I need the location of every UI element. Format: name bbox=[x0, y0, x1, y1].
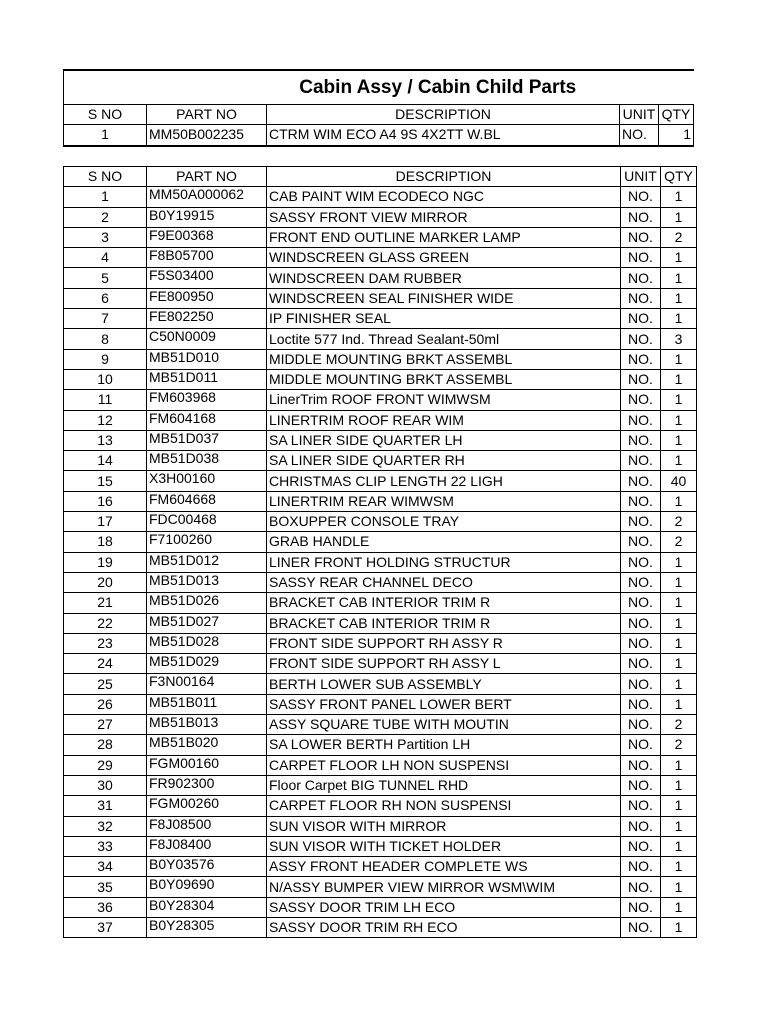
row-sno: 20 bbox=[64, 572, 147, 592]
table-row bbox=[64, 877, 697, 897]
row-unit: NO. bbox=[621, 755, 661, 775]
parts-table bbox=[63, 166, 697, 938]
table-row bbox=[64, 349, 697, 369]
table-row bbox=[64, 755, 697, 775]
row-sno: 26 bbox=[64, 694, 147, 714]
row-part-no: FE802250 bbox=[147, 309, 267, 329]
table-row bbox=[64, 593, 697, 613]
row-part-no: B0Y03576 bbox=[147, 857, 267, 877]
row-part-no: MB51D011 bbox=[147, 369, 267, 389]
table-row bbox=[64, 410, 697, 430]
row-qty: 1 bbox=[661, 572, 697, 592]
row-unit: NO. bbox=[621, 654, 661, 674]
row-unit: NO. bbox=[621, 471, 661, 491]
row-qty: 1 bbox=[661, 430, 697, 450]
row-description: LinerTrim ROOF FRONT WIMWSM bbox=[267, 390, 621, 410]
row-part-no: F8B05700 bbox=[147, 248, 267, 268]
row-unit: NO. bbox=[621, 674, 661, 694]
row-unit: NO. bbox=[621, 613, 661, 633]
row-unit: NO. bbox=[621, 349, 661, 369]
header-sno: S NO bbox=[64, 167, 147, 187]
row-qty: 1 bbox=[661, 857, 697, 877]
table-row bbox=[64, 654, 697, 674]
row-part-no: F8J08400 bbox=[147, 836, 267, 856]
table-row bbox=[64, 451, 697, 471]
row-unit: NO. bbox=[621, 633, 661, 653]
header-unit: UNIT bbox=[621, 167, 661, 187]
row-sno: 35 bbox=[64, 877, 147, 897]
row-unit: NO. bbox=[621, 410, 661, 430]
row-unit: NO. bbox=[621, 816, 661, 836]
row-unit: NO. bbox=[621, 552, 661, 572]
row-sno: 2 bbox=[64, 207, 147, 227]
row-description: SASSY DOOR TRIM LH ECO bbox=[267, 897, 621, 917]
row-sno: 37 bbox=[64, 917, 147, 937]
row-sno: 25 bbox=[64, 674, 147, 694]
row-qty: 1 bbox=[661, 248, 697, 268]
table-row bbox=[64, 897, 697, 917]
row-qty: 1 bbox=[661, 775, 697, 795]
row-part-no: F8J08500 bbox=[147, 816, 267, 836]
table-row bbox=[64, 613, 697, 633]
row-qty: 40 bbox=[661, 471, 697, 491]
row-unit: NO. bbox=[621, 897, 661, 917]
row-qty: 1 bbox=[661, 877, 697, 897]
row-part-no: B0Y09690 bbox=[147, 877, 267, 897]
row-description: WINDSCREEN SEAL FINISHER WIDE bbox=[267, 288, 621, 308]
row-unit: NO. bbox=[621, 715, 661, 735]
row-description: ASSY SQUARE TUBE WITH MOUTIN bbox=[267, 715, 621, 735]
row-sno: 23 bbox=[64, 633, 147, 653]
header-description: DESCRIPTION bbox=[267, 167, 621, 187]
row-description: N/ASSY BUMPER VIEW MIRROR WSM\WIM bbox=[267, 877, 621, 897]
row-qty: 1 bbox=[661, 654, 697, 674]
row-sno: 3 bbox=[64, 227, 147, 247]
row-part-no: FGM00260 bbox=[147, 796, 267, 816]
row-description: IP FINISHER SEAL bbox=[267, 309, 621, 329]
row-sno: 19 bbox=[64, 552, 147, 572]
table-row bbox=[64, 857, 697, 877]
row-description: MIDDLE MOUNTING BRKT ASSEMBL bbox=[267, 349, 621, 369]
row-part-no: MM50A000062 bbox=[147, 187, 267, 207]
row-part-no: MB51D029 bbox=[147, 654, 267, 674]
row-qty: 1 bbox=[661, 349, 697, 369]
row-sno: 33 bbox=[64, 836, 147, 856]
header-part-no: PART NO bbox=[147, 167, 267, 187]
table-row bbox=[64, 369, 697, 389]
row-description: WINDSCREEN GLASS GREEN bbox=[267, 248, 621, 268]
row-description: LINERTRIM REAR WIMWSM bbox=[267, 491, 621, 511]
row-description: GRAB HANDLE bbox=[267, 532, 621, 552]
table-row bbox=[64, 775, 697, 795]
row-part-no: MB51B020 bbox=[147, 735, 267, 755]
row-qty: 1 bbox=[661, 268, 697, 288]
row-part-no: FM603968 bbox=[147, 390, 267, 410]
row-sno: 9 bbox=[64, 349, 147, 369]
row-description: BRACKET CAB INTERIOR TRIM R bbox=[267, 593, 621, 613]
row-qty: 1 bbox=[661, 207, 697, 227]
table-row bbox=[64, 248, 697, 268]
assembly-part-no: MM50B002235 bbox=[147, 125, 267, 146]
table-row bbox=[64, 552, 697, 572]
row-part-no: MB51D028 bbox=[147, 633, 267, 653]
table-row bbox=[64, 268, 697, 288]
row-part-no: FE800950 bbox=[147, 288, 267, 308]
header-qty: QTY bbox=[661, 167, 697, 187]
row-sno: 29 bbox=[64, 755, 147, 775]
row-qty: 1 bbox=[661, 593, 697, 613]
row-part-no: MB51B011 bbox=[147, 694, 267, 714]
title-row bbox=[64, 70, 694, 105]
row-sno: 18 bbox=[64, 532, 147, 552]
row-qty: 1 bbox=[661, 755, 697, 775]
row-sno: 11 bbox=[64, 390, 147, 410]
row-qty: 1 bbox=[661, 451, 697, 471]
row-description: FRONT END OUTLINE MARKER LAMP bbox=[267, 227, 621, 247]
row-qty: 1 bbox=[661, 309, 697, 329]
row-part-no: F7100260 bbox=[147, 532, 267, 552]
row-description: SASSY FRONT PANEL LOWER BERT bbox=[267, 694, 621, 714]
row-description: SA LINER SIDE QUARTER RH bbox=[267, 451, 621, 471]
row-qty: 2 bbox=[661, 512, 697, 532]
row-part-no: FGM00160 bbox=[147, 755, 267, 775]
row-qty: 1 bbox=[661, 674, 697, 694]
table-row bbox=[64, 390, 697, 410]
page-title: Cabin Assy / Cabin Child Parts bbox=[64, 70, 694, 105]
table-row bbox=[64, 512, 697, 532]
row-description: SUN VISOR WITH MIRROR bbox=[267, 816, 621, 836]
row-part-no: MB51D026 bbox=[147, 593, 267, 613]
row-qty: 2 bbox=[661, 715, 697, 735]
row-sno: 16 bbox=[64, 491, 147, 511]
row-part-no: FDC00468 bbox=[147, 512, 267, 532]
row-description: CARPET FLOOR LH NON SUSPENSI bbox=[267, 755, 621, 775]
row-description: BRACKET CAB INTERIOR TRIM R bbox=[267, 613, 621, 633]
table-row bbox=[64, 572, 697, 592]
row-sno: 1 bbox=[64, 187, 147, 207]
row-sno: 22 bbox=[64, 613, 147, 633]
row-sno: 6 bbox=[64, 288, 147, 308]
assembly-qty: 1 bbox=[659, 125, 694, 146]
row-description: FRONT SIDE SUPPORT RH ASSY R bbox=[267, 633, 621, 653]
row-unit: NO. bbox=[621, 390, 661, 410]
row-unit: NO. bbox=[621, 369, 661, 389]
table-row bbox=[64, 694, 697, 714]
header-part-no: PART NO bbox=[147, 105, 267, 125]
table-row bbox=[64, 796, 697, 816]
row-unit: NO. bbox=[621, 288, 661, 308]
row-part-no: F5S03400 bbox=[147, 268, 267, 288]
row-qty: 1 bbox=[661, 187, 697, 207]
row-sno: 14 bbox=[64, 451, 147, 471]
row-qty: 1 bbox=[661, 897, 697, 917]
row-qty: 1 bbox=[661, 816, 697, 836]
row-description: WINDSCREEN DAM RUBBER bbox=[267, 268, 621, 288]
row-part-no: B0Y28304 bbox=[147, 897, 267, 917]
row-part-no: FR902300 bbox=[147, 775, 267, 795]
row-sno: 7 bbox=[64, 309, 147, 329]
table-row bbox=[64, 329, 697, 349]
assembly-row bbox=[64, 125, 694, 146]
row-description: SASSY REAR CHANNEL DECO bbox=[267, 572, 621, 592]
row-part-no: F3N00164 bbox=[147, 674, 267, 694]
row-unit: NO. bbox=[621, 857, 661, 877]
row-part-no: MB51D010 bbox=[147, 349, 267, 369]
row-qty: 2 bbox=[661, 532, 697, 552]
row-description: LINERTRIM ROOF REAR WIM bbox=[267, 410, 621, 430]
assembly-sno: 1 bbox=[64, 125, 147, 146]
assembly-description: CTRM WIM ECO A4 9S 4X2TT W.BL bbox=[267, 125, 620, 146]
row-unit: NO. bbox=[621, 248, 661, 268]
row-description: Floor Carpet BIG TUNNEL RHD bbox=[267, 775, 621, 795]
table-row bbox=[64, 633, 697, 653]
row-description: SASSY DOOR TRIM RH ECO bbox=[267, 917, 621, 937]
row-unit: NO. bbox=[621, 877, 661, 897]
header-description: DESCRIPTION bbox=[267, 105, 620, 125]
row-description: BOXUPPER CONSOLE TRAY bbox=[267, 512, 621, 532]
row-unit: NO. bbox=[621, 430, 661, 450]
row-description: LINER FRONT HOLDING STRUCTUR bbox=[267, 552, 621, 572]
row-qty: 2 bbox=[661, 227, 697, 247]
row-description: SUN VISOR WITH TICKET HOLDER bbox=[267, 836, 621, 856]
row-part-no: C50N0009 bbox=[147, 329, 267, 349]
row-qty: 1 bbox=[661, 390, 697, 410]
table-row bbox=[64, 471, 697, 491]
row-description: SA LINER SIDE QUARTER LH bbox=[267, 430, 621, 450]
row-sno: 13 bbox=[64, 430, 147, 450]
table-row bbox=[64, 816, 697, 836]
row-part-no: MB51B013 bbox=[147, 715, 267, 735]
assembly-table bbox=[63, 69, 694, 147]
row-unit: NO. bbox=[621, 207, 661, 227]
row-unit: NO. bbox=[621, 796, 661, 816]
row-unit: NO. bbox=[621, 329, 661, 349]
row-description: FRONT SIDE SUPPORT RH ASSY L bbox=[267, 654, 621, 674]
row-qty: 1 bbox=[661, 369, 697, 389]
table-row bbox=[64, 532, 697, 552]
table-row bbox=[64, 836, 697, 856]
table-row bbox=[64, 207, 697, 227]
row-sno: 8 bbox=[64, 329, 147, 349]
row-unit: NO. bbox=[621, 227, 661, 247]
row-qty: 1 bbox=[661, 410, 697, 430]
header-qty: QTY bbox=[659, 105, 694, 125]
row-part-no: X3H00160 bbox=[147, 471, 267, 491]
assembly-header-row bbox=[64, 105, 694, 125]
row-qty: 1 bbox=[661, 694, 697, 714]
row-description: SA LOWER BERTH Partition LH bbox=[267, 735, 621, 755]
row-sno: 31 bbox=[64, 796, 147, 816]
row-description: SASSY FRONT VIEW MIRROR bbox=[267, 207, 621, 227]
row-unit: NO. bbox=[621, 532, 661, 552]
table-row bbox=[64, 288, 697, 308]
row-description: ASSY FRONT HEADER COMPLETE WS bbox=[267, 857, 621, 877]
row-qty: 1 bbox=[661, 613, 697, 633]
row-qty: 1 bbox=[661, 633, 697, 653]
row-part-no: MB51D038 bbox=[147, 451, 267, 471]
row-sno: 12 bbox=[64, 410, 147, 430]
table-row bbox=[64, 491, 697, 511]
row-part-no: MB51D013 bbox=[147, 572, 267, 592]
row-qty: 2 bbox=[661, 735, 697, 755]
row-unit: NO. bbox=[621, 451, 661, 471]
row-unit: NO. bbox=[621, 309, 661, 329]
row-part-no: B0Y19915 bbox=[147, 207, 267, 227]
row-sno: 10 bbox=[64, 369, 147, 389]
parts-table-body bbox=[64, 167, 697, 938]
row-description: Loctite 577 Ind. Thread Sealant-50ml bbox=[267, 329, 621, 349]
row-qty: 1 bbox=[661, 491, 697, 511]
table-row bbox=[64, 674, 697, 694]
row-unit: NO. bbox=[621, 268, 661, 288]
row-unit: NO. bbox=[621, 694, 661, 714]
row-description: CARPET FLOOR RH NON SUSPENSI bbox=[267, 796, 621, 816]
row-unit: NO. bbox=[621, 593, 661, 613]
row-qty: 1 bbox=[661, 836, 697, 856]
header-unit: UNIT bbox=[620, 105, 659, 125]
row-part-no: MB51D027 bbox=[147, 613, 267, 633]
row-part-no: FM604668 bbox=[147, 491, 267, 511]
parts-header-row bbox=[64, 167, 697, 187]
row-qty: 3 bbox=[661, 329, 697, 349]
row-description: BERTH LOWER SUB ASSEMBLY bbox=[267, 674, 621, 694]
row-unit: NO. bbox=[621, 512, 661, 532]
row-unit: NO. bbox=[621, 572, 661, 592]
table-row bbox=[64, 735, 697, 755]
row-sno: 21 bbox=[64, 593, 147, 613]
row-sno: 27 bbox=[64, 715, 147, 735]
row-unit: NO. bbox=[621, 187, 661, 207]
table-row bbox=[64, 187, 697, 207]
row-sno: 32 bbox=[64, 816, 147, 836]
row-qty: 1 bbox=[661, 917, 697, 937]
row-sno: 34 bbox=[64, 857, 147, 877]
row-sno: 30 bbox=[64, 775, 147, 795]
table-row bbox=[64, 309, 697, 329]
row-part-no: FM604168 bbox=[147, 410, 267, 430]
assembly-unit: NO. bbox=[620, 125, 659, 146]
row-description: MIDDLE MOUNTING BRKT ASSEMBL bbox=[267, 369, 621, 389]
row-sno: 15 bbox=[64, 471, 147, 491]
row-sno: 5 bbox=[64, 268, 147, 288]
row-description: CAB PAINT WIM ECODECO NGC bbox=[267, 187, 621, 207]
row-description: CHRISTMAS CLIP LENGTH 22 LIGH bbox=[267, 471, 621, 491]
row-part-no: MB51D012 bbox=[147, 552, 267, 572]
table-row bbox=[64, 917, 697, 937]
row-part-no: MB51D037 bbox=[147, 430, 267, 450]
row-sno: 24 bbox=[64, 654, 147, 674]
row-part-no: F9E00368 bbox=[147, 227, 267, 247]
row-unit: NO. bbox=[621, 775, 661, 795]
row-unit: NO. bbox=[621, 836, 661, 856]
row-sno: 36 bbox=[64, 897, 147, 917]
row-part-no: B0Y28305 bbox=[147, 917, 267, 937]
row-unit: NO. bbox=[621, 917, 661, 937]
row-qty: 1 bbox=[661, 796, 697, 816]
row-unit: NO. bbox=[621, 491, 661, 511]
row-sno: 4 bbox=[64, 248, 147, 268]
table-row bbox=[64, 715, 697, 735]
row-qty: 1 bbox=[661, 288, 697, 308]
table-row bbox=[64, 430, 697, 450]
row-sno: 17 bbox=[64, 512, 147, 532]
header-sno: S NO bbox=[64, 105, 147, 125]
row-unit: NO. bbox=[621, 735, 661, 755]
row-qty: 1 bbox=[661, 552, 697, 572]
table-row bbox=[64, 227, 697, 247]
row-sno: 28 bbox=[64, 735, 147, 755]
